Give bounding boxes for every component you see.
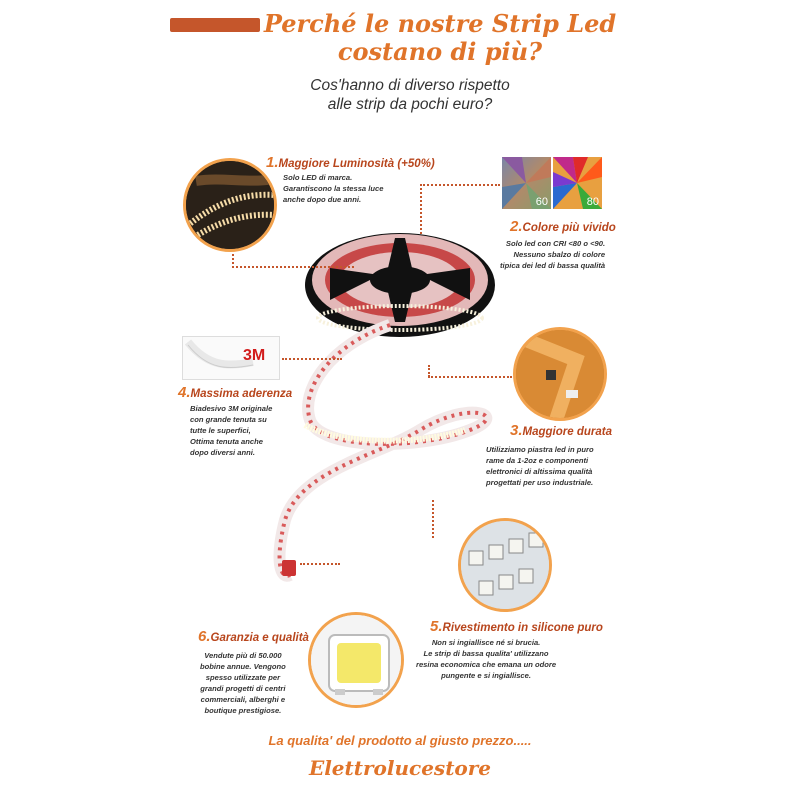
title-line-1: Perché le nostre Strip Led — [263, 9, 617, 38]
feature-5-desc-line: Le strip di bassa qualita' utilizzano — [423, 649, 549, 658]
feature-1-number: 1. — [266, 154, 279, 171]
feature-1-photo — [183, 158, 277, 252]
feature-6-desc-line: spesso utilizzate per — [205, 673, 281, 682]
feature-2-desc — [500, 238, 605, 271]
feature-6-desc-line: commerciali, alberghi e — [200, 695, 286, 704]
feature-4-desc-line: Biadesivo 3M originale — [190, 404, 273, 413]
feature-5-photo — [458, 518, 552, 612]
feature-1-connector-v — [232, 254, 234, 268]
feature-5-desc-line: resina economica che emana un odore — [416, 660, 557, 669]
feature-5-desc — [416, 637, 556, 681]
feature-3-desc-line: elettronici di altissima qualità — [486, 467, 593, 476]
feature-1-title — [266, 154, 435, 171]
feature-6-title-text: Garanzia e qualità — [210, 632, 309, 644]
feature-2-title — [510, 218, 616, 235]
strip-end-connector — [300, 563, 340, 565]
3m-logo: 3M — [243, 347, 266, 364]
feature-6-led-chip-photo — [308, 612, 404, 708]
feature-5-number: 5. — [430, 618, 443, 635]
feature-3-desc-line: rame da 1-2oz e componenti — [486, 456, 589, 465]
feature-1-desc — [283, 172, 383, 205]
subtitle-line-1: Cos'hanno di diverso rispetto — [310, 77, 510, 94]
feature-3-photo — [513, 327, 607, 421]
feature-1-desc-line: Solo LED di marca. — [283, 173, 353, 182]
feature-4-number: 4. — [178, 384, 191, 401]
feature-2-desc-line: Nessuno sbalzo di colore — [513, 250, 606, 259]
feature-4-3m-image — [182, 336, 280, 380]
feature-6-desc — [200, 650, 286, 716]
feature-4-desc-line: tutte le superfici, — [190, 426, 251, 435]
feature-2-title-text: Colore più vivido — [522, 222, 616, 234]
feature-3-desc — [486, 444, 594, 488]
strip-connector — [282, 560, 296, 576]
feature-1-desc-line: anche dopo due anni. — [283, 195, 362, 204]
subtitle-line-2: alle strip da pochi euro? — [327, 96, 493, 113]
cri-80-swatch — [553, 157, 602, 209]
feature-6-desc-line: bobine annue. Vengono — [200, 662, 286, 671]
feature-5-desc-line: pungente e si ingiallisce. — [441, 671, 531, 680]
feature-5-title — [430, 618, 603, 635]
led-strip-ribbon — [280, 325, 487, 576]
footer-brand: Elettrolucestore — [308, 756, 492, 780]
feature-6-desc-line: grandi progetti di centri — [200, 684, 286, 693]
feature-6-number: 6. — [198, 628, 211, 645]
feature-2-desc-line: tipica dei led di bassa qualità — [500, 261, 606, 270]
feature-5-desc-line: Non si ingiallisce né si brucia. — [431, 638, 541, 647]
footer-tagline: La qualita' del prodotto al giusto prezzo..... — [268, 733, 532, 748]
cri-60-label: 60 — [535, 196, 548, 208]
feature-3-connector-v — [428, 365, 430, 377]
feature-6-desc-line: Vendute più di 50.000 — [204, 651, 282, 660]
feature-1-title-text: Maggiore Luminosità (+50%) — [278, 158, 435, 170]
feature-4-desc-line: dopo diversi anni. — [190, 448, 255, 457]
feature-3-desc-line: Utilizziamo piastra led in puro — [486, 445, 594, 454]
feature-3-number: 3. — [510, 422, 523, 439]
feature-1-connector — [232, 266, 354, 268]
feature-4-title-text: Massima aderenza — [190, 388, 293, 400]
feature-5-title-text: Rivestimento in silicone puro — [442, 622, 603, 634]
feature-6-desc-line: boutique prestigiose. — [204, 706, 282, 715]
feature-4-desc — [190, 403, 272, 458]
feature-2-cri-swatches — [502, 157, 602, 209]
feature-4-desc-line: con grande tenuta su — [190, 415, 267, 424]
feature-3-title — [510, 422, 612, 439]
cri-60-swatch — [502, 157, 551, 209]
feature-4-connector — [282, 358, 342, 360]
title-line-2: costano di più? — [337, 37, 543, 66]
feature-4-desc-line: Ottima tenuta anche — [190, 437, 263, 446]
feature-3-desc-line: progettati per uso industriale. — [486, 478, 594, 487]
feature-5-connector-v — [432, 500, 434, 538]
feature-2-connector — [420, 184, 500, 186]
feature-4-title — [178, 384, 292, 401]
feature-2-connector-v — [420, 184, 422, 234]
feature-3-connector — [428, 376, 512, 378]
feature-2-desc-line: Solo led con CRI <80 o <90. — [505, 239, 606, 248]
feature-1-desc-line: Garantiscono la stessa luce — [283, 184, 384, 193]
cri-80-label: 80 — [586, 196, 599, 208]
feature-2-number: 2. — [510, 218, 523, 235]
led-reel-image — [305, 233, 495, 337]
feature-6-title — [198, 628, 309, 645]
feature-3-title-text: Maggiore durata — [522, 426, 612, 438]
